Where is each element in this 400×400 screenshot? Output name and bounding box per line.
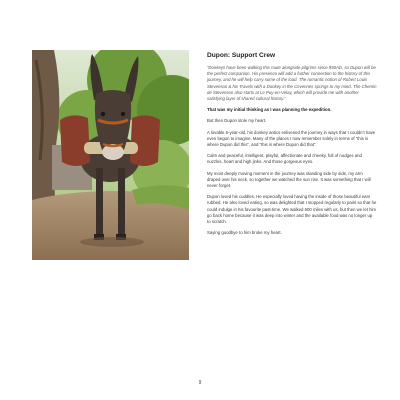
initial-thinking: That was my initial thinking as I was planning the expedition. — [207, 107, 332, 113]
paragraph-sunrise: My most deeply moving moment in the journey was standing side by side, my arm draped over his neck, so together we watched the sun rise. It was something that I will never forget. — [207, 170, 371, 189]
donkey-photo — [32, 50, 189, 260]
article-text — [207, 52, 377, 241]
page-number: 9 — [198, 380, 202, 386]
article-title: Dupon: Support Crew — [207, 52, 276, 59]
intro-quote: “Donkeys have been walking this route alongside pilgrims since 950AD, so Dupon will be the perfect companion. His presence will add a further connection to the history of this journey, and he will help carry some of the load. The romantic notion of Robert Louis Stevenson & his Travels with a Donkey in the Cevennes springs to my mind. The Chemin de Stevenson also starts at Le Puy-en-Velay, which will provide me with another satisfying layer of shared cultural history.” — [207, 65, 377, 102]
donkey-illustration — [32, 50, 189, 260]
paragraph-character: Calm and peaceful, intelligent, playful, affectionate and cheeky, full of nudges and nuzzles, heart and high jinks. And those gorgeous eyes. — [207, 153, 362, 165]
paragraph-cuddles: Dupon loved his cuddles. He especially loved having the inside of those beautiful ears rubbed. He also loved eating, so was delighted that I stopped regularly to paint so that he could indulge in his favourite past-time. We walked 600 miles with us, but then we let him go back home because it was deep into winter and the available food was no longer up to scratch. — [207, 194, 377, 225]
stole-heart: But then Dupon stole my heart. — [207, 118, 267, 124]
paragraph-goodbye: Saying goodbye to him broke my heart. — [207, 230, 282, 236]
paragraph-antics: A lovable 5-year-old, his donkey antics enlivened the journey in ways that I couldn’t have even begun to imagine. Many of the places I now remember solely in terms of “this is where Dupon did this”, and “this is where Dupon did that”. — [207, 129, 376, 148]
